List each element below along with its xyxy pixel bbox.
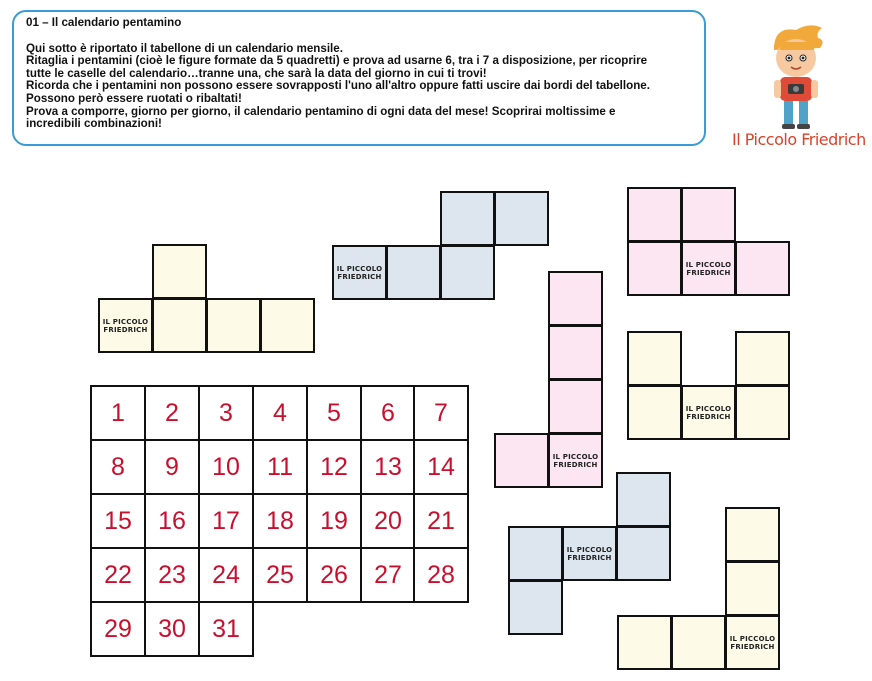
calendar-day-cell: 15 — [90, 493, 146, 549]
piece-square — [616, 526, 671, 581]
calendar-day-cell: 4 — [252, 385, 308, 441]
piece-square — [562, 526, 617, 581]
calendar-day-cell: 11 — [252, 439, 308, 495]
boy-mascot-icon — [730, 20, 870, 132]
piece-square — [494, 191, 549, 246]
calendar-day-cell: 31 — [198, 601, 254, 657]
calendar-day-cell: 22 — [90, 547, 146, 603]
piece-logo-label: IL PICCOLO FRIEDRICH — [102, 317, 149, 334]
piece-square — [98, 298, 153, 353]
piece-logo-label: IL PICCOLO FRIEDRICH — [552, 452, 599, 469]
calendar-day-cell: 8 — [90, 439, 146, 495]
piece-square — [735, 331, 790, 386]
instructions-line: Ricorda che i pentamini non possono essere sovrapposti l'uno all'altro oppure fatti uscire dai bordi del tabellone. — [26, 79, 650, 93]
piece-square — [548, 271, 603, 326]
calendar-day-cell: 10 — [198, 439, 254, 495]
instructions-line: Qui sotto è riportato il tabellone di un calendario mensile. — [26, 41, 343, 55]
calendar-day-cell: 26 — [306, 547, 362, 603]
calendar-day-cell: 7 — [413, 385, 469, 441]
instructions-line: Ritaglia i pentamini (cioè le figure formate da 5 quadretti) e prova ad usarne 6, tra i 7 a disposizione, per ricoprire — [26, 54, 648, 68]
calendar-day-cell: 5 — [306, 385, 362, 441]
calendar-day-cell: 3 — [198, 385, 254, 441]
calendar-day-cell: 27 — [360, 547, 416, 603]
piece-square — [508, 580, 563, 635]
piece-square — [332, 245, 387, 300]
instructions-line: Prova a comporre, giorno per giorno, il calendario pentamino di ogni data del mese! Scoprirai moltissime e — [26, 104, 616, 118]
piece-square — [725, 561, 780, 616]
piece-square — [627, 241, 682, 296]
calendar-day-cell: 19 — [306, 493, 362, 549]
calendar-day-cell: 17 — [198, 493, 254, 549]
calendar-day-cell: 1 — [90, 385, 146, 441]
calendar-day-cell: 21 — [413, 493, 469, 549]
calendar-day-cell: 18 — [252, 493, 308, 549]
calendar-day-cell: 28 — [413, 547, 469, 603]
piece-logo-label: IL PICCOLO FRIEDRICH — [685, 260, 732, 277]
piece-square — [627, 385, 682, 440]
piece-logo-label: IL PICCOLO FRIEDRICH — [685, 404, 732, 421]
piece-square — [440, 191, 495, 246]
instructions-box — [12, 10, 706, 146]
calendar-day-cell: 30 — [144, 601, 200, 657]
calendar-day-cell: 2 — [144, 385, 200, 441]
calendar-day-cell: 24 — [198, 547, 254, 603]
calendar-day-cell: 25 — [252, 547, 308, 603]
brand-logo — [730, 20, 870, 160]
piece-square — [671, 615, 726, 670]
piece-square — [260, 298, 315, 353]
piece-square — [627, 331, 682, 386]
piece-logo-label: IL PICCOLO FRIEDRICH — [729, 634, 776, 651]
instructions-line: incredibili combinazioni! — [26, 117, 162, 131]
piece-square — [206, 298, 261, 353]
calendar-day-cell: 13 — [360, 439, 416, 495]
piece-square — [440, 245, 495, 300]
calendar-day-cell: 20 — [360, 493, 416, 549]
piece-logo-label: IL PICCOLO FRIEDRICH — [336, 264, 383, 281]
calendar-day-cell: 23 — [144, 547, 200, 603]
instructions-title: 01 – Il calendario pentamino — [26, 16, 182, 29]
piece-square — [548, 433, 603, 488]
piece-square — [494, 433, 549, 488]
piece-logo-label: IL PICCOLO FRIEDRICH — [566, 545, 613, 562]
piece-square — [681, 187, 736, 242]
brand-name: Il Piccolo Friedrich — [732, 130, 866, 149]
piece-square — [735, 385, 790, 440]
piece-square — [386, 245, 441, 300]
piece-square — [617, 615, 672, 670]
calendar-day-cell: 9 — [144, 439, 200, 495]
instructions-line: Possono però essere ruotati o ribaltati! — [26, 91, 242, 105]
piece-square — [508, 526, 563, 581]
calendar-day-cell: 6 — [360, 385, 416, 441]
piece-square — [616, 472, 671, 527]
piece-square — [548, 379, 603, 434]
piece-square — [681, 385, 736, 440]
piece-square — [725, 615, 780, 670]
piece-square — [152, 298, 207, 353]
piece-square — [725, 507, 780, 562]
piece-square — [735, 241, 790, 296]
calendar-day-cell: 29 — [90, 601, 146, 657]
instructions-line: tutte le caselle del calendario…tranne una, che sarà la data del giorno in cui ti trovi! — [26, 66, 487, 80]
calendar-day-cell: 12 — [306, 439, 362, 495]
piece-square — [152, 244, 207, 299]
piece-square — [681, 241, 736, 296]
piece-square — [627, 187, 682, 242]
calendar-day-cell: 14 — [413, 439, 469, 495]
piece-square — [548, 325, 603, 380]
calendar-day-cell: 16 — [144, 493, 200, 549]
